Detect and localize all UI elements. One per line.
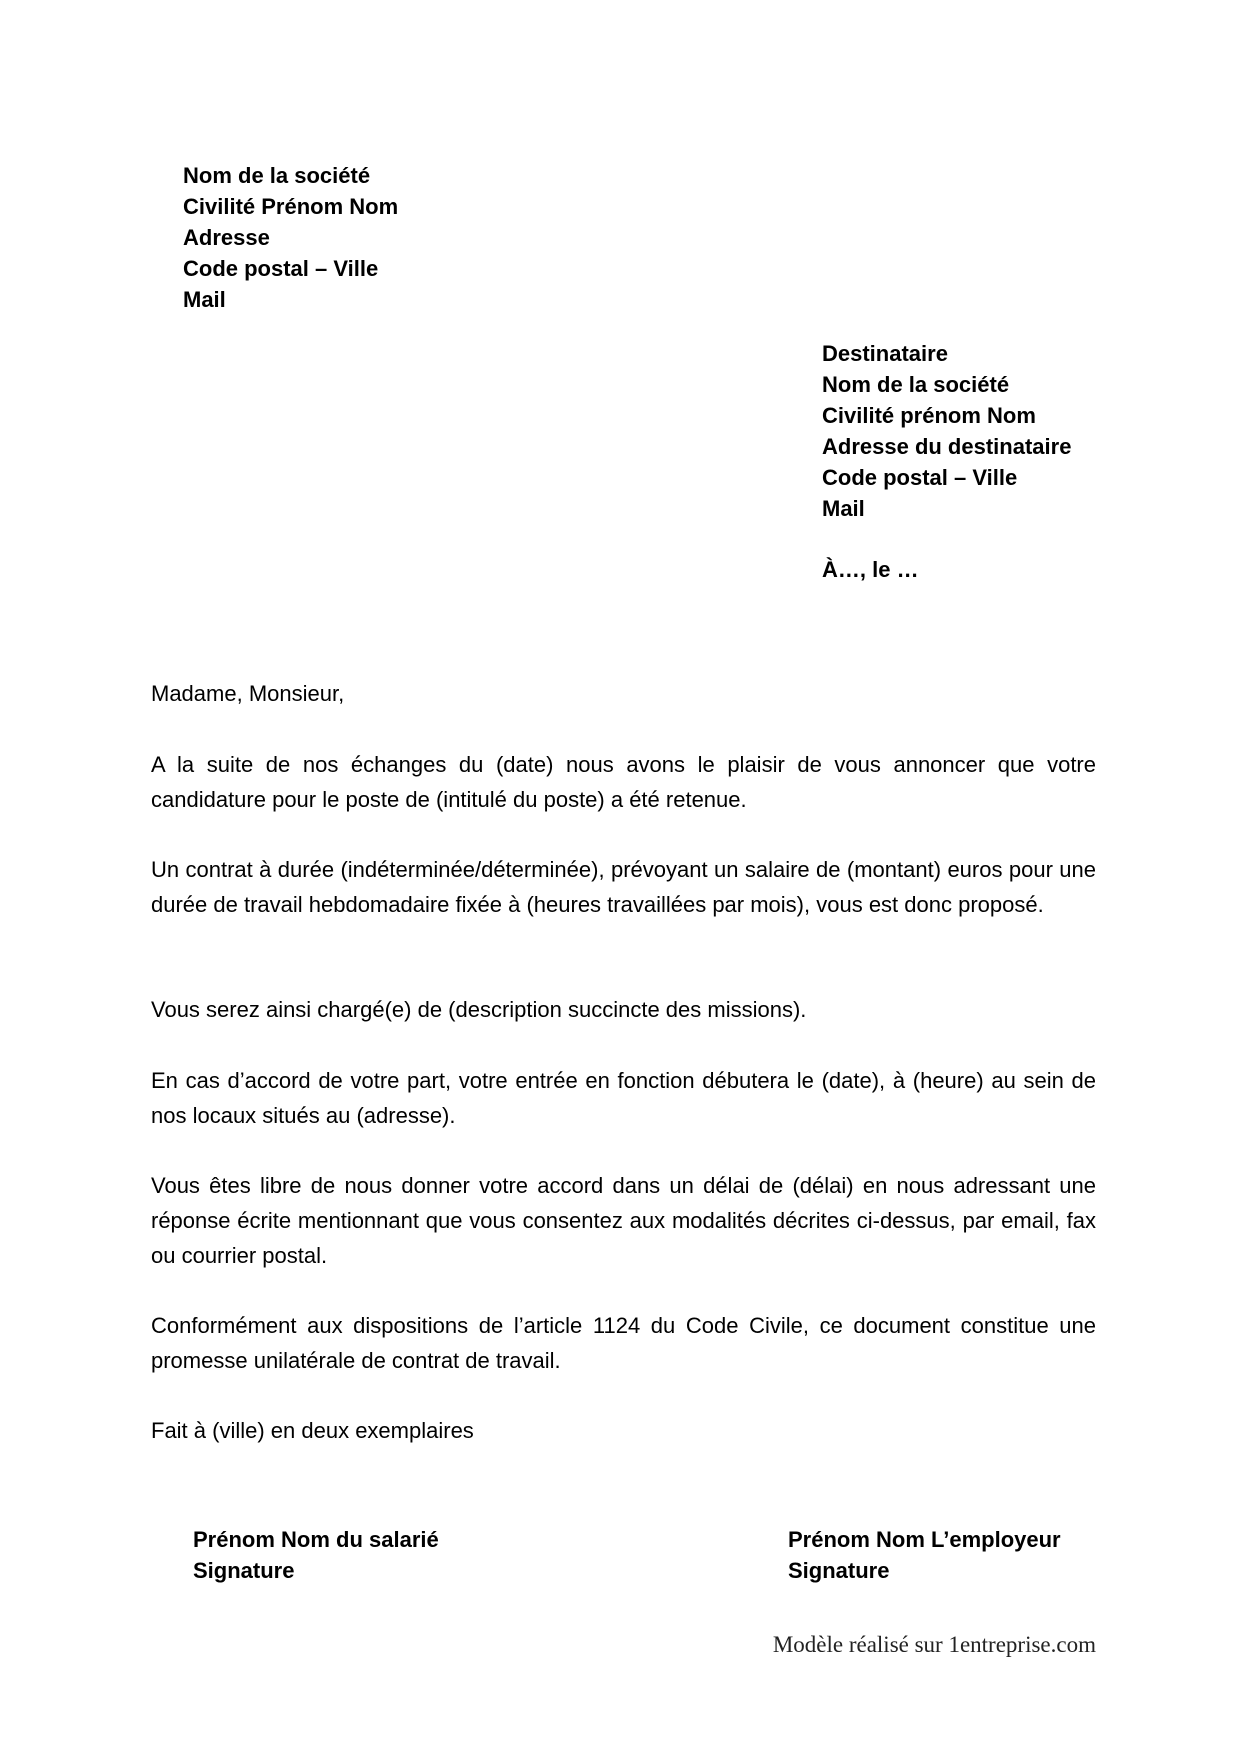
sender-address: Adresse — [183, 225, 270, 250]
paragraph-start-date: En cas d’accord de votre part, votre entrée en fonction débutera le (date), à (heure) au sein de nos locaux situés au (adresse). — [151, 1068, 1096, 1128]
recipient-full-name: Civilité prénom Nom — [822, 403, 1036, 428]
sender-address-block — [183, 160, 398, 315]
sender-company-name: Nom de la société — [183, 163, 371, 188]
recipient-postal-city: Code postal – Ville — [822, 465, 1018, 490]
paragraph-response-deadline: Vous êtes libre de nous donner votre accord dans un délai de (délai) en nous adressant une réponse écrite mentionnant que vous consentez aux modalités décrites ci-dessus, par email, fax ou courrier postal. — [151, 1173, 1096, 1268]
sender-full-name: Civilité Prénom Nom — [183, 194, 399, 219]
sender-postal-city: Code postal – Ville — [183, 256, 379, 281]
employee-signature-block — [193, 1524, 439, 1586]
paragraph-missions: Vous serez ainsi chargé(e) de (description succincte des missions). — [151, 997, 807, 1022]
recipient-heading: Destinataire — [822, 341, 948, 366]
sender-mail: Mail — [183, 287, 226, 312]
paragraph-application-accepted: A la suite de nos échanges du (date) nous avons le plaisir de vous annoncer que votre candidature pour le poste de (intitulé du poste) a été retenue. — [151, 752, 1096, 812]
employee-signature-label: Signature — [193, 1558, 295, 1583]
recipient-mail: Mail — [822, 496, 865, 521]
employee-name: Prénom Nom du salarié — [193, 1527, 439, 1552]
paragraph-legal-notice: Conformément aux dispositions de l’article 1124 du Code Civile, ce document constitue une promesse unilatérale de contrat de travail. — [151, 1313, 1096, 1373]
paragraph-contract-offer: Un contrat à durée (indéterminée/déterminée), prévoyant un salaire de (montant) euros pour une durée de travail hebdomadaire fixée à (heures travaillées par mois), vous est donc proposé. — [151, 857, 1096, 917]
place-and-date: À…, le … — [822, 557, 919, 582]
paragraph-made-in-copies: Fait à (ville) en deux exemplaires — [151, 1418, 474, 1443]
template-credit-footer: Modèle réalisé sur 1entreprise.com — [772, 1632, 1096, 1657]
employer-signature-block — [788, 1524, 1061, 1586]
employer-name: Prénom Nom L’employeur — [788, 1527, 1061, 1552]
employer-signature-label: Signature — [788, 1558, 890, 1583]
recipient-company-name: Nom de la société — [822, 372, 1010, 397]
letter-salutation: Madame, Monsieur, — [151, 681, 345, 706]
recipient-address-block — [822, 338, 1071, 585]
recipient-address: Adresse du destinataire — [822, 434, 1072, 459]
